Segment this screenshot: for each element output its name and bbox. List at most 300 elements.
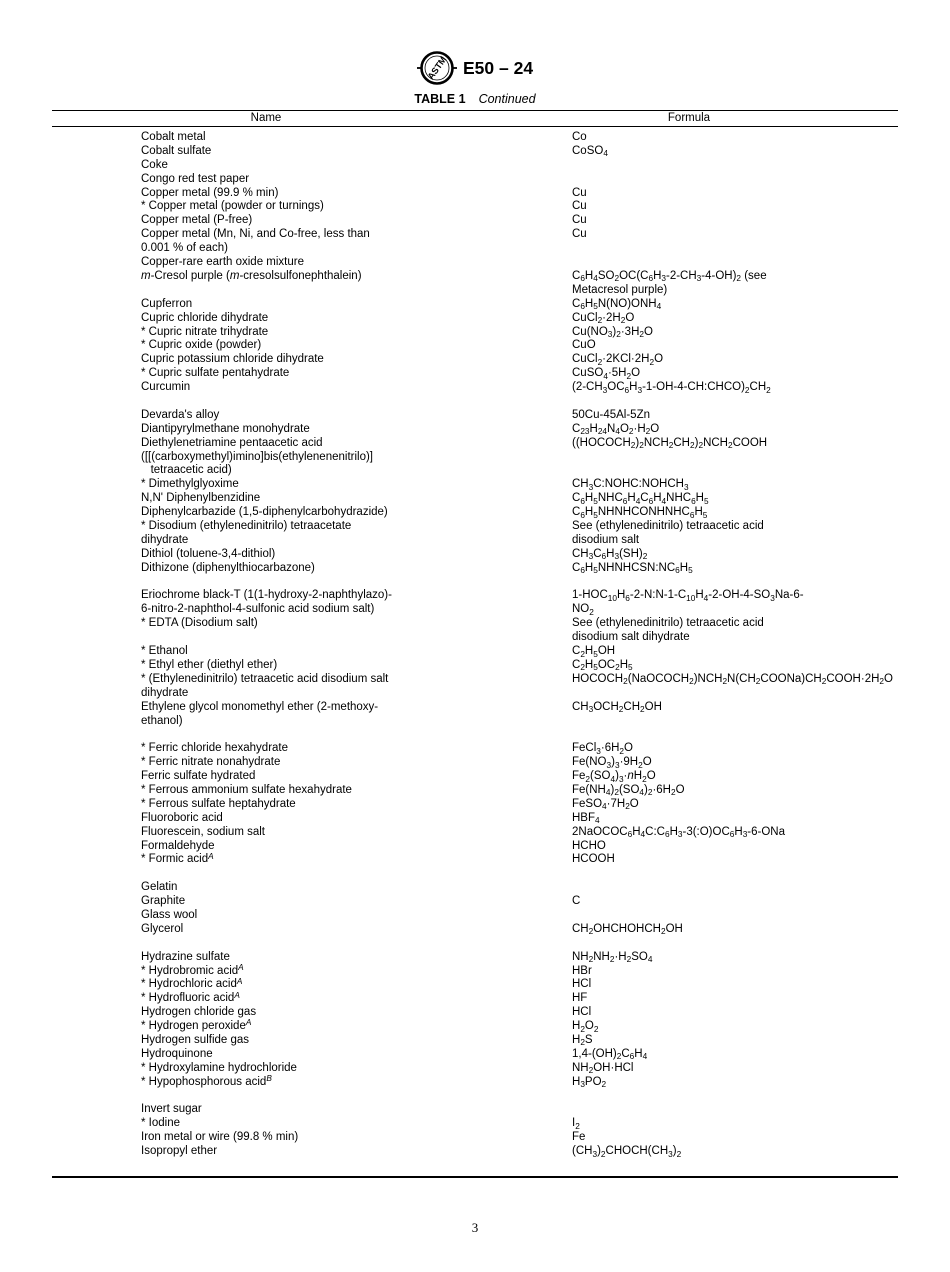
subscript: 6	[622, 496, 628, 506]
chemical-formula	[572, 187, 950, 201]
text-run: H	[653, 492, 662, 505]
table-row	[0, 270, 950, 298]
subscript: 6	[675, 566, 680, 576]
name-line: * Ethanol	[141, 645, 188, 658]
chemical-name	[141, 645, 572, 659]
subscript: 4	[593, 274, 598, 284]
chemical-name	[141, 214, 572, 228]
name-line: Cobalt sulfate	[141, 144, 212, 157]
table-row	[0, 298, 950, 312]
table-row	[0, 992, 950, 1006]
text-run: ·6H	[652, 783, 671, 796]
text-run: )	[672, 1145, 677, 1158]
subscript: 3	[588, 705, 594, 715]
name-line: tetraacetic acid)	[141, 464, 232, 477]
text-run: * Hydrochloric acid	[141, 978, 237, 991]
subscript: 2	[575, 1121, 580, 1131]
text-run: (SH)	[619, 547, 643, 560]
chemical-name	[141, 159, 572, 173]
chemical-formula	[572, 1048, 950, 1062]
formula-line: Cu	[572, 200, 587, 213]
name-line: * Disodium (ethylenedinitrilo) tetraacetate	[141, 519, 352, 532]
subscript: 2	[755, 677, 761, 687]
chemical-name	[141, 1020, 572, 1034]
table-row	[0, 645, 950, 659]
name-line: Copper metal (Mn, Ni, and Co-free, less than	[141, 228, 370, 241]
chemical-formula	[572, 1090, 950, 1104]
subscript: 3	[696, 274, 702, 284]
table-row	[0, 853, 950, 867]
name-line: Diethylenetriamine pentaacetic acid	[141, 436, 323, 449]
subscript: 2	[722, 677, 728, 687]
name-line: Curcumin	[141, 381, 191, 394]
subscript: 6	[729, 830, 735, 840]
subscript: 5	[688, 566, 693, 576]
subscript: 2	[676, 1149, 682, 1159]
table-bottom-rule	[52, 1176, 898, 1178]
table-row	[0, 798, 950, 812]
text-run: H	[627, 492, 636, 505]
text-run: N	[607, 422, 616, 435]
subscript: 4	[661, 496, 667, 506]
subscript: 5	[593, 510, 598, 520]
chemical-name	[141, 187, 572, 201]
text-run: )	[644, 783, 648, 796]
text-run: ·9H	[619, 756, 639, 769]
text-run: -Cresol purple (	[150, 269, 230, 282]
text-run: FeCl	[572, 742, 597, 755]
chemical-name	[141, 423, 572, 437]
text-run: ((HOCOCH	[572, 436, 631, 449]
subscript: 6	[648, 274, 654, 284]
subscript: 3	[683, 482, 689, 492]
subscript: 6	[689, 510, 695, 520]
table-row	[0, 159, 950, 173]
name-line: Cupric potassium chloride dihydrate	[141, 353, 324, 366]
text-run: ·3H	[620, 325, 640, 338]
text-run: (CH	[572, 1145, 593, 1158]
chemical-formula	[572, 826, 950, 840]
formula-line	[572, 381, 950, 395]
chemical-formula	[572, 881, 950, 895]
chemical-formula	[572, 937, 950, 951]
name-line: Formaldehyde	[141, 839, 215, 852]
text-run: C	[621, 1047, 630, 1060]
formula-line: Metacresol purple)	[572, 283, 668, 296]
chemical-formula	[572, 367, 950, 381]
chemical-formula	[572, 673, 950, 701]
formula-line	[572, 1076, 950, 1090]
text-run: (SO	[590, 770, 611, 783]
text-run: NHNHCONHNHC	[597, 506, 690, 519]
text-run: C	[593, 547, 602, 560]
text-run: CH	[572, 922, 589, 935]
formula-line: disodium salt	[572, 533, 640, 546]
table-row	[0, 826, 950, 840]
text-run: SO	[597, 269, 615, 282]
name-line	[141, 962, 572, 979]
name-line: Cupric chloride dihydrate	[141, 311, 269, 324]
text-run: N(NO)ONH	[597, 297, 657, 310]
text-run: ·	[623, 770, 628, 783]
chemical-name	[141, 520, 572, 548]
text-run: ·H	[614, 950, 627, 963]
subscript: 5	[593, 649, 598, 659]
chemical-name	[141, 353, 572, 367]
subscript: 2	[766, 385, 771, 395]
subscript: 2	[588, 1066, 594, 1076]
chemical-formula	[572, 270, 950, 298]
subscript: 2	[618, 705, 624, 715]
subscript: 3	[602, 385, 608, 395]
formula-line	[572, 270, 950, 284]
chemical-name	[141, 951, 572, 965]
formula-line: HCl	[572, 978, 592, 991]
text-run: NH	[572, 1061, 589, 1074]
text-run: * Hypophosphorous acid	[141, 1075, 267, 1088]
formula-line	[572, 603, 950, 617]
text-run: HOCOCH	[572, 672, 624, 685]
text-run: N(CH	[727, 672, 756, 685]
subscript: 2	[580, 1038, 585, 1048]
subscript: 6	[625, 593, 630, 603]
name-line: Copper-rare earth oxide mixture	[141, 256, 304, 269]
subscript: 2	[589, 607, 594, 617]
subscript: 6	[580, 510, 585, 520]
formula-line	[572, 1034, 950, 1048]
chemical-name	[141, 200, 572, 214]
formula-line: HCOOH	[572, 853, 615, 866]
subscript: 2	[744, 385, 750, 395]
text-run: H	[634, 1047, 643, 1060]
chemical-name	[141, 1048, 572, 1062]
text-run: )	[610, 783, 615, 796]
chemical-formula	[572, 992, 950, 1006]
chemical-name	[141, 256, 572, 270]
table-row	[0, 1034, 950, 1048]
table-row	[0, 756, 950, 770]
formula-line	[572, 812, 950, 826]
text-run: CuSO	[572, 367, 604, 380]
chemical-formula	[572, 895, 950, 909]
formula-line: Cu	[572, 186, 587, 199]
text-run: PO	[584, 1075, 602, 1088]
text-run: O	[643, 325, 653, 338]
name-line: Isopropyl ether	[141, 1145, 218, 1158]
table-row-spacer	[0, 937, 950, 951]
chemical-formula	[572, 409, 950, 423]
chemical-name	[141, 992, 572, 1006]
formula-line: Cu	[572, 214, 587, 227]
subscript: 5	[593, 566, 598, 576]
chemical-formula	[572, 298, 950, 312]
text-run: O	[624, 742, 633, 755]
subscript: 2	[614, 274, 620, 284]
text-run: CH	[572, 700, 589, 713]
chemical-formula	[572, 312, 950, 326]
subscript: 2	[642, 774, 647, 784]
text-run: NCH	[703, 436, 728, 449]
text-run: H	[572, 1020, 581, 1033]
text-run: OH·HCl	[593, 1061, 634, 1074]
table-row-spacer	[0, 395, 950, 409]
chemical-formula	[572, 339, 950, 353]
text-run: OHCHOHCH	[593, 922, 661, 935]
chemical-formula	[572, 548, 950, 562]
formula-line	[572, 701, 950, 715]
text-run: I	[572, 1117, 576, 1130]
text-run: ·2KCl·2H	[602, 353, 650, 366]
chemical-formula	[572, 617, 950, 645]
name-line: Devarda's alloy	[141, 408, 220, 421]
subscript: 4	[602, 802, 607, 812]
text-run: O	[642, 756, 652, 769]
chemical-formula	[572, 867, 950, 881]
table-row	[0, 187, 950, 201]
chemical-name	[141, 978, 572, 992]
subscript: 6	[629, 1052, 635, 1062]
chemical-name	[141, 937, 572, 951]
formula-line: HCHO	[572, 839, 606, 852]
chemical-formula	[572, 1020, 950, 1034]
table-row	[0, 492, 950, 506]
name-line: * Ferric chloride hexahydrate	[141, 742, 289, 755]
formula-line	[572, 784, 950, 798]
chemical-name	[141, 131, 572, 145]
subscript: 2	[601, 1080, 607, 1090]
subscript: 5	[593, 496, 598, 506]
text-run: CH	[623, 700, 641, 713]
subscript: 2	[736, 274, 742, 284]
text-run: C:C	[645, 825, 665, 838]
subscript: 2	[614, 788, 619, 798]
name-line: Dithizone (diphenylthiocarbazone)	[141, 561, 315, 574]
italic-run: n	[627, 770, 634, 783]
text-run: O	[619, 422, 629, 435]
subscript: 2	[626, 955, 632, 965]
text-run: H	[669, 825, 678, 838]
name-line: * Cupric sulfate pentahydrate	[141, 367, 290, 380]
chemical-name	[141, 367, 572, 381]
formula-line: HCl	[572, 1006, 592, 1019]
name-line: Hydrogen chloride gas	[141, 1006, 257, 1019]
chemical-formula	[572, 798, 950, 812]
formula-line	[572, 326, 950, 340]
text-run: NHC	[666, 492, 692, 505]
subscript: 6	[624, 385, 630, 395]
table-row	[0, 312, 950, 326]
subscript: 3	[614, 552, 620, 562]
formula-line	[572, 1020, 950, 1034]
table-row	[0, 701, 950, 729]
text-run: NH	[593, 950, 610, 963]
subscript: 4	[639, 788, 644, 798]
chemical-formula	[572, 1103, 950, 1117]
chemical-formula	[572, 1076, 950, 1090]
chemical-name	[141, 1131, 572, 1145]
text-run: * Hydrofluoric acid	[141, 992, 235, 1005]
chemical-name	[141, 617, 572, 645]
text-run: (see	[741, 269, 767, 282]
text-run: O	[584, 1020, 594, 1033]
text-run: )	[611, 756, 615, 769]
subscript: 2	[609, 955, 615, 965]
chemical-formula	[572, 200, 950, 214]
table-row	[0, 962, 950, 979]
text-run: H	[584, 561, 594, 574]
table-row-spacer	[0, 576, 950, 590]
subscript: 3	[668, 1149, 673, 1159]
subscript: 2	[727, 441, 733, 451]
table-row	[0, 478, 950, 492]
name-line: ([[(carboxymethyl)imino]bis(ethylenenenitrilo)]	[141, 450, 373, 463]
subscript: 6	[691, 496, 696, 506]
subscript: 2	[580, 1024, 585, 1034]
text-run: -2-OH-4-SO	[708, 589, 771, 602]
subscript: 4	[635, 496, 641, 506]
formula-line	[572, 826, 950, 840]
chemical-name	[141, 867, 572, 881]
name-line: dihydrate	[141, 533, 189, 546]
name-line: Dithiol (toluene-3,4-dithiol)	[141, 547, 276, 560]
chemical-formula	[572, 701, 950, 729]
subscript: 2	[626, 371, 632, 381]
text-run: COOH·2H	[826, 672, 880, 685]
formula-line: Co	[572, 131, 587, 143]
chemical-name	[141, 728, 572, 742]
chemical-formula	[572, 909, 950, 923]
chemical-name	[141, 840, 572, 854]
text-run: H	[633, 770, 643, 783]
text-run: * Hydrogen peroxide	[141, 1020, 246, 1033]
chemical-name	[141, 326, 572, 340]
name-line: 0.001 % of each)	[141, 242, 228, 255]
name-line: ethanol)	[141, 714, 183, 727]
text-run: )	[635, 436, 640, 449]
subscript: 2	[639, 329, 644, 339]
chemical-name	[141, 659, 572, 673]
footnote-marker: B	[266, 1073, 272, 1083]
subscript: 2	[879, 677, 884, 687]
chemical-formula	[572, 159, 950, 173]
name-line: * EDTA (Disodium salt)	[141, 617, 258, 630]
chemical-name	[141, 1062, 572, 1076]
name-line: * Hydroxylamine hydrochloride	[141, 1061, 297, 1074]
name-line	[141, 1020, 572, 1034]
table-row	[0, 228, 950, 256]
table-row	[0, 423, 950, 437]
table-row-spacer	[0, 728, 950, 742]
subscript: 2	[597, 316, 603, 326]
astm-logo	[417, 48, 457, 88]
subscript: 24	[597, 427, 608, 437]
name-line: * Copper metal (powder or turnings)	[141, 200, 324, 213]
chemical-formula	[572, 1131, 950, 1145]
table-row	[0, 742, 950, 756]
table-row	[0, 659, 950, 673]
subscript: 2	[821, 677, 827, 687]
chemical-name	[141, 576, 572, 590]
chemical-name	[141, 562, 572, 576]
text-run: C	[572, 658, 581, 671]
chemical-formula	[572, 978, 950, 992]
subscript: 2	[616, 329, 621, 339]
text-run: CoSO	[572, 144, 604, 157]
name-line: Eriochrome black-T (1(1-hydroxy-2-naphthylazo)-	[141, 589, 392, 602]
chemical-formula	[572, 923, 950, 937]
text-run: C	[572, 422, 581, 435]
text-run: CuCl	[572, 311, 598, 324]
text-run: OH	[597, 645, 616, 658]
text-run: OH	[665, 922, 683, 935]
subscript: 4	[642, 1052, 648, 1062]
chemical-formula	[572, 1117, 950, 1131]
subscript: 2	[620, 316, 626, 326]
subscript: 4	[603, 149, 608, 159]
name-line: dihydrate	[141, 686, 189, 699]
chemical-name	[141, 923, 572, 937]
formula-line: HBr	[572, 964, 592, 977]
chemical-formula	[572, 1006, 950, 1020]
table-row	[0, 200, 950, 214]
subscript: 2	[690, 441, 695, 451]
name-line: Coke	[141, 158, 168, 171]
subscript: 2	[600, 1149, 606, 1159]
chemical-name	[141, 1145, 572, 1159]
text-run: )	[612, 325, 617, 338]
logo-lettering: ASTM	[425, 54, 449, 82]
subscript: 5	[702, 510, 708, 520]
table-row	[0, 548, 950, 562]
formula-line	[572, 589, 950, 603]
text-run: -2-N:N-1-C	[629, 589, 687, 602]
name-line: Fluoroboric acid	[141, 811, 223, 824]
chemical-formula	[572, 1062, 950, 1076]
text-run: -1-OH-4-CH:CHCO)	[642, 381, 745, 394]
chemical-formula	[572, 214, 950, 228]
text-run: -3(:O)OC	[682, 825, 730, 838]
subscript: 4	[656, 302, 662, 312]
text-run: OC	[607, 381, 625, 394]
text-run: O	[884, 672, 893, 685]
chemical-formula	[572, 965, 950, 979]
name-line: * Ethyl ether (diethyl ether)	[141, 658, 278, 671]
formula-line: 50Cu-45Al-5Zn	[572, 408, 650, 421]
text-run: H	[584, 645, 594, 658]
chemical-name	[141, 270, 572, 298]
column-header-name: Name	[250, 112, 282, 124]
formula-line	[572, 798, 950, 812]
text-run: OC	[597, 658, 616, 671]
table-row	[0, 1131, 950, 1145]
text-run: CH	[673, 436, 690, 449]
name-line: * (Ethylenedinitrilo) tetraacetic acid disodium salt	[141, 672, 389, 685]
text-run: C	[572, 645, 581, 658]
text-run: FeSO	[572, 797, 603, 810]
subscript: 3	[580, 1080, 585, 1090]
subscript: 3	[770, 593, 775, 603]
text-run: -4-OH)	[701, 269, 737, 282]
subscript: 2	[623, 677, 628, 687]
name-line: Fluorescein, sodium salt	[141, 825, 265, 838]
text-run: CHOCH(CH	[605, 1145, 669, 1158]
subscript: 2	[580, 649, 585, 659]
chemical-name	[141, 853, 572, 867]
table-row	[0, 520, 950, 548]
chemical-formula	[572, 562, 950, 576]
name-line: Copper metal (P-free)	[141, 214, 253, 227]
formula-line	[572, 437, 950, 451]
